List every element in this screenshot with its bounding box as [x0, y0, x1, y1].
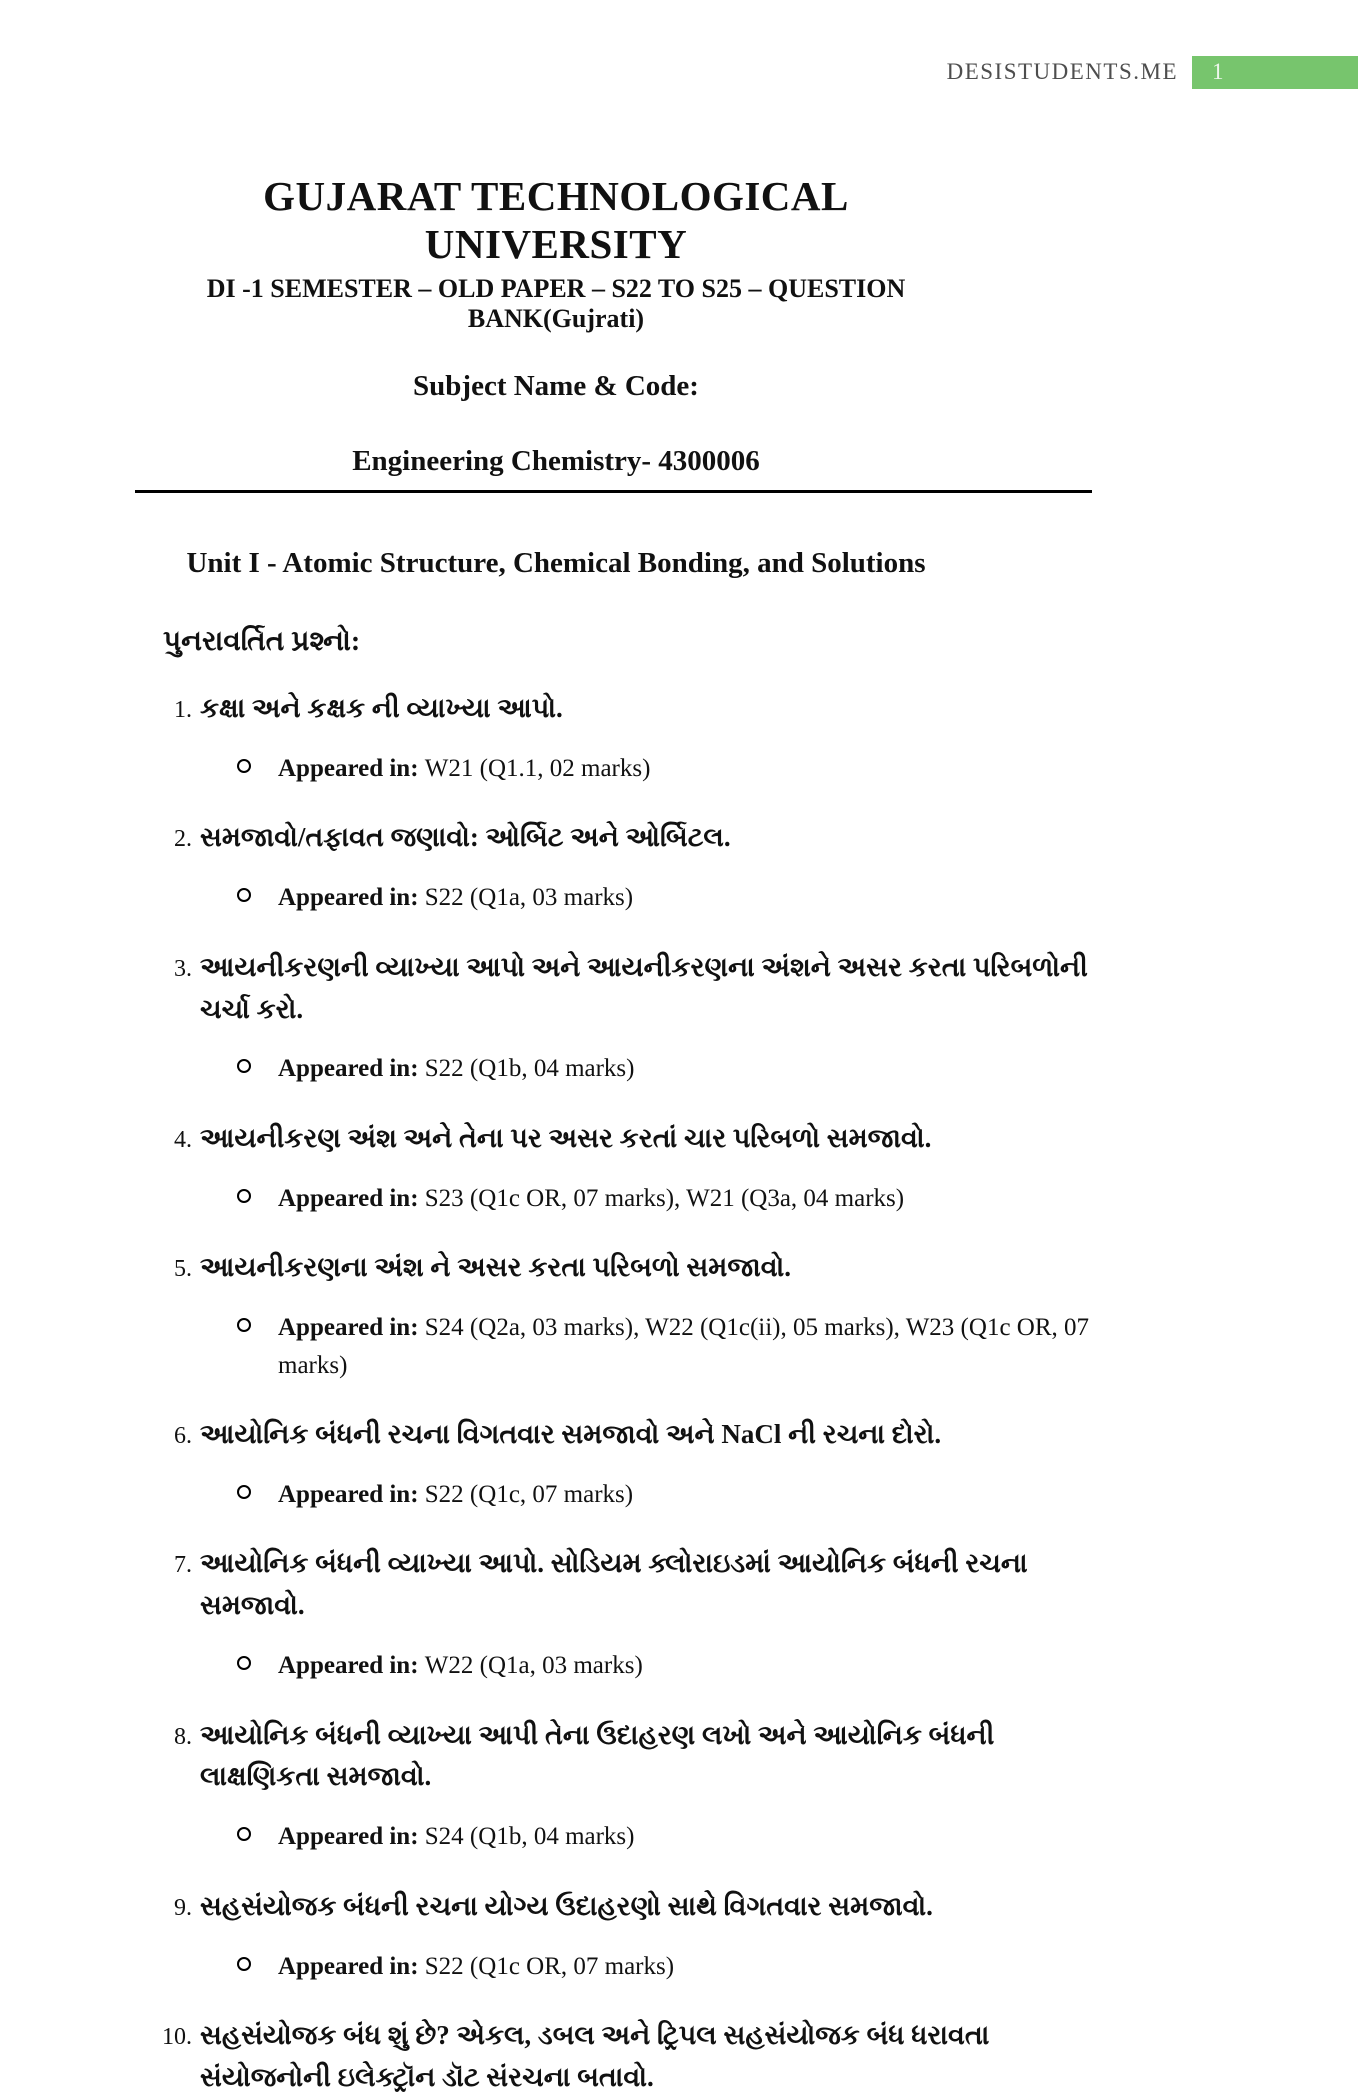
- watermark: DESISTUDENTS.ME: [946, 59, 1178, 84]
- appeared-in-row: [237, 1948, 1092, 1986]
- appeared-in-label: Appeared in:: [278, 1314, 425, 1342]
- appeared-in-value: S22 (Q1a, 03 marks): [424, 884, 634, 912]
- question-item: [135, 817, 1092, 916]
- appeared-in-value: S24 (Q1b, 04 marks): [424, 1823, 635, 1851]
- question-item: [135, 1414, 1092, 1513]
- appeared-in-value: S24 (Q2a, 03 marks), W22 (Q1c(ii), 05 marks), W23 (Q1c OR, 07 marks): [278, 1314, 1090, 1379]
- question-item: [135, 1886, 1092, 1985]
- circle-bullet-icon: [237, 1189, 251, 1203]
- circle-bullet-icon: [237, 1957, 251, 1971]
- appeared-in-row: [237, 1050, 1092, 1088]
- question-number: 3.: [174, 955, 192, 982]
- question-item: [135, 1247, 1092, 1384]
- question-number: 1.: [174, 697, 192, 723]
- appeared-in-row: [237, 1818, 1092, 1856]
- circle-bullet-icon: [237, 1059, 251, 1073]
- question-text: આયનીકરણની વ્યાખ્યા આપો અને આયનીકરણના અંશને અસર કરતા પરિબળોની ચર્ચા કરો.: [200, 951, 1088, 1024]
- repeated-questions-heading: પુનરાવર્તિત પ્રશ્નો:: [163, 626, 361, 657]
- circle-bullet-icon: [237, 1656, 251, 1670]
- question-text: આયોનિક બંધની વ્યાખ્યા આપો. સોડિયમ ક્લોરાઇડમાં આયોનિક બંધની રચના સમજાવો.: [200, 1548, 1028, 1621]
- page-number-badge: 1: [1192, 56, 1358, 89]
- appeared-in-value: S22 (Q1c OR, 07 marks): [424, 1952, 675, 1980]
- question-text: સહસંયોજક બંધ શું છે? એકલ, ડબલ અને ટ્રિપલ સહસંયોજક બંધ ધરાવતા સંયોજનોની ઇલેક્ટ્રૉન ડૉટ સંરચના બતાવો.: [200, 2020, 990, 2092]
- question-item: [135, 1118, 1092, 1217]
- page-header: [0, 55, 1358, 89]
- question-number: 8.: [174, 1723, 192, 1750]
- appeared-in-text: [278, 1050, 635, 1088]
- appeared-in-value: W22 (Q1a, 03 marks): [424, 1652, 643, 1680]
- question-number: 10.: [162, 2024, 192, 2051]
- question-item: [135, 2015, 1092, 2099]
- appeared-in-row: [237, 1476, 1092, 1514]
- page-subtitle: DI -1 SEMESTER – OLD PAPER – S22 TO S25 – QUESTION BANK(Gujrati): [206, 274, 906, 333]
- circle-bullet-icon: [237, 1827, 251, 1841]
- appeared-in-label: Appeared in:: [278, 1823, 425, 1851]
- question-number: 2.: [174, 826, 192, 853]
- circle-bullet-icon: [237, 1318, 251, 1332]
- appeared-in-row: [237, 750, 1092, 788]
- circle-bullet-icon: [237, 888, 251, 902]
- document-page: [135, 148, 1092, 2099]
- unit-title: Unit I - Atomic Structure, Chemical Bonding, and Solutions: [186, 547, 926, 579]
- question-number: 6.: [174, 1423, 192, 1450]
- appeared-in-value: S22 (Q1b, 04 marks): [424, 1055, 635, 1083]
- appeared-in-text: [278, 1309, 1092, 1384]
- appeared-in-text: [278, 1647, 643, 1685]
- question-number: 7.: [174, 1552, 192, 1579]
- appeared-in-label: Appeared in:: [278, 1055, 425, 1083]
- subject-name-code: Engineering Chemistry- 4300006: [135, 445, 1092, 493]
- appeared-in-label: Appeared in:: [278, 1184, 425, 1212]
- page-title: GUJARAT TECHNOLOGICAL UNIVERSITY: [263, 173, 849, 267]
- appeared-in-row: [237, 879, 1092, 917]
- appeared-in-text: [278, 750, 650, 788]
- appeared-in-value: W21 (Q1.1, 02 marks): [424, 754, 651, 782]
- appeared-in-row: [237, 1180, 1092, 1218]
- appeared-in-label: Appeared in:: [278, 884, 425, 912]
- circle-bullet-icon: [237, 759, 251, 773]
- question-number: 5.: [174, 1256, 192, 1283]
- question-text: આયનીકરણ અંશ અને તેના પર અસર કરતાં ચાર પરિબળો સમજાવો.: [200, 1122, 932, 1153]
- circle-bullet-icon: [237, 1485, 251, 1499]
- appeared-in-value: S22 (Q1c, 07 marks): [424, 1480, 634, 1508]
- appeared-in-value: S23 (Q1c OR, 07 marks), W21 (Q3a, 04 marks): [424, 1184, 905, 1212]
- question-text: સહસંયોજક બંધની રચના યોગ્ય ઉદાહરણો સાથે વિગતવાર સમજાવો.: [200, 1890, 933, 1921]
- appeared-in-label: Appeared in:: [278, 754, 425, 782]
- question-number: 9.: [174, 1894, 192, 1921]
- question-item: [135, 1543, 1092, 1684]
- question-number: 4.: [174, 1126, 192, 1153]
- appeared-in-text: [278, 1476, 633, 1514]
- question-text: આયોનિક બંધની રચના વિગતવાર સમજાવો અને NaCl ની રચના દોરો.: [200, 1419, 942, 1450]
- question-text: આયોનિક બંધની વ્યાખ્યા આપી તેના ઉદાહરણ લખો અને આયોનિક બંધની લાક્ષણિકતા સમજાવો.: [200, 1719, 995, 1792]
- question-item: [135, 947, 1092, 1088]
- question-text: સમજાવો/તફાવત જણાવો: ઓર્બિટ અને ઓર્બિટલ.: [200, 822, 731, 853]
- appeared-in-text: [278, 1948, 674, 1986]
- appeared-in-text: [278, 879, 633, 917]
- question-list: [135, 688, 1092, 2099]
- appeared-in-row: [237, 1647, 1092, 1685]
- question-text: આયનીકરણના અંશ ને અસર કરતા પરિબળો સમજાવો.: [200, 1252, 792, 1283]
- subject-label: Subject Name & Code:: [413, 370, 699, 402]
- appeared-in-label: Appeared in:: [278, 1480, 425, 1508]
- appeared-in-row: [237, 1309, 1092, 1384]
- appeared-in-text: [278, 1180, 904, 1218]
- appeared-in-label: Appeared in:: [278, 1952, 425, 1980]
- appeared-in-label: Appeared in:: [278, 1652, 425, 1680]
- question-text: કક્ષા અને કક્ષક ની વ્યાખ્યા આપો.: [200, 693, 563, 723]
- question-item: [135, 688, 1092, 787]
- appeared-in-text: [278, 1818, 635, 1856]
- question-item: [135, 1715, 1092, 1856]
